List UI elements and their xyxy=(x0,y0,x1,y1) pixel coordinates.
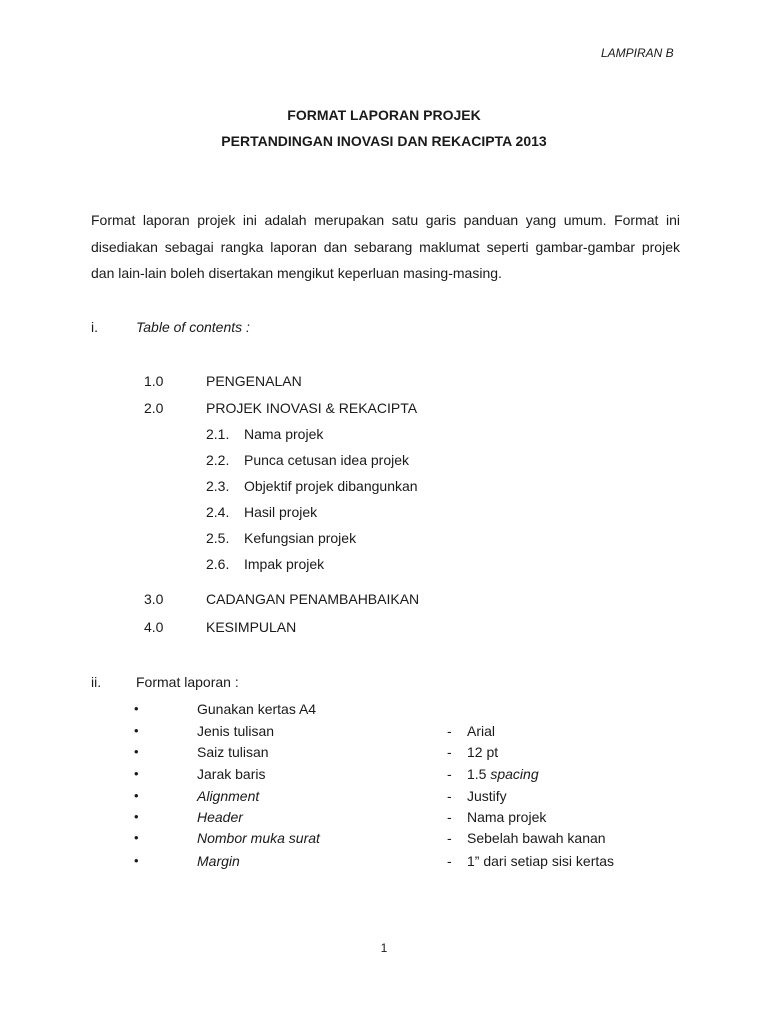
bullet-marker: • xyxy=(134,701,139,716)
document-title: FORMAT LAPORAN PROJEK xyxy=(287,107,481,123)
format-rule-value: 1” dari setiap sisi kertas xyxy=(467,853,615,869)
bullet-marker: • xyxy=(134,830,139,845)
toc-subitem-number: 2.1. xyxy=(206,426,230,442)
toc-subitem-label: Impak projek xyxy=(244,556,325,572)
format-rule-value xyxy=(467,767,539,781)
document-subtitle: PERTANDINGAN INOVASI DAN REKACIPTA 2013 xyxy=(221,133,547,149)
bullet-marker: • xyxy=(134,744,139,759)
toc-label: KESIMPULAN xyxy=(206,619,297,635)
format-rule-value-text: 1.5 xyxy=(467,766,491,782)
format-rule-dash: - xyxy=(447,809,452,825)
toc-subitem-label: Objektif projek dibangunkan xyxy=(244,478,418,494)
toc-number: 1.0 xyxy=(144,373,164,389)
toc-subitem-number: 2.3. xyxy=(206,478,230,494)
toc-label: CADANGAN PENAMBAHBAIKAN xyxy=(206,591,420,607)
bullet-marker: • xyxy=(134,853,139,868)
page-number: 1 xyxy=(380,941,388,955)
bullet-marker: • xyxy=(134,788,139,803)
format-rule-dash: - xyxy=(447,853,452,869)
toc-subitem-label: Punca cetusan idea projek xyxy=(244,452,409,468)
lampiran-label: LAMPIRAN B xyxy=(601,46,674,60)
format-rule-label: Margin xyxy=(197,853,240,869)
toc-subitem-label: Nama projek xyxy=(244,426,324,442)
toc-label: PENGENALAN xyxy=(206,373,302,389)
format-rule-value: Arial xyxy=(467,723,496,739)
toc-number: 4.0 xyxy=(144,619,164,635)
toc-number: 3.0 xyxy=(144,591,164,607)
section-i-marker: i. xyxy=(91,319,98,335)
format-rule-label: Jenis tulisan xyxy=(197,723,275,739)
toc-subitem-number: 2.4. xyxy=(206,504,230,520)
format-rule-value: Nama projek xyxy=(467,809,547,825)
toc-label: PROJEK INOVASI & REKACIPTA xyxy=(206,400,418,416)
format-rule-dash: - xyxy=(447,723,452,739)
format-rule-label: Alignment xyxy=(197,788,260,804)
intro-paragraph: Format laporan projek ini adalah merupakan satu garis panduan yang umum. Format ini disediakan sebagai rangka laporan dan sebarang maklumat seperti gambar-gambar projek dan lain-lain boleh disertakan mengikut keperluan masing-masing. xyxy=(91,212,680,281)
format-rule-label: Saiz tulisan xyxy=(197,744,269,760)
format-rule-value: 12 pt xyxy=(467,744,499,760)
toc-subitem-label: Kefungsian projek xyxy=(244,530,357,546)
format-rule-value: Sebelah bawah kanan xyxy=(467,830,606,846)
format-rule-value-suffix: spacing xyxy=(490,766,539,782)
format-rule-label: Jarak baris xyxy=(197,766,266,782)
bullet-marker: • xyxy=(134,809,139,824)
format-rule-label: Gunakan kertas A4 xyxy=(197,701,317,717)
toc-subitem-number: 2.5. xyxy=(206,530,230,546)
format-rule-dash: - xyxy=(447,788,452,804)
section-ii-marker: ii. xyxy=(91,674,102,690)
bullet-marker: • xyxy=(134,766,139,781)
format-rule-dash: - xyxy=(447,766,452,782)
toc-subitem-number: 2.2. xyxy=(206,452,230,468)
toc-subitem-number: 2.6. xyxy=(206,556,230,572)
format-rule-value: Justify xyxy=(467,788,507,804)
section-ii-heading: Format laporan : xyxy=(136,674,239,690)
bullet-marker: • xyxy=(134,723,139,738)
toc-number: 2.0 xyxy=(144,400,164,416)
format-rule-dash: - xyxy=(447,830,452,846)
section-i-heading: Table of contents : xyxy=(136,319,250,335)
toc-subitem-label: Hasil projek xyxy=(244,504,318,520)
format-rule-label: Header xyxy=(197,809,243,825)
format-rule-label: Nombor muka surat xyxy=(197,830,320,846)
format-rule-dash: - xyxy=(447,744,452,760)
